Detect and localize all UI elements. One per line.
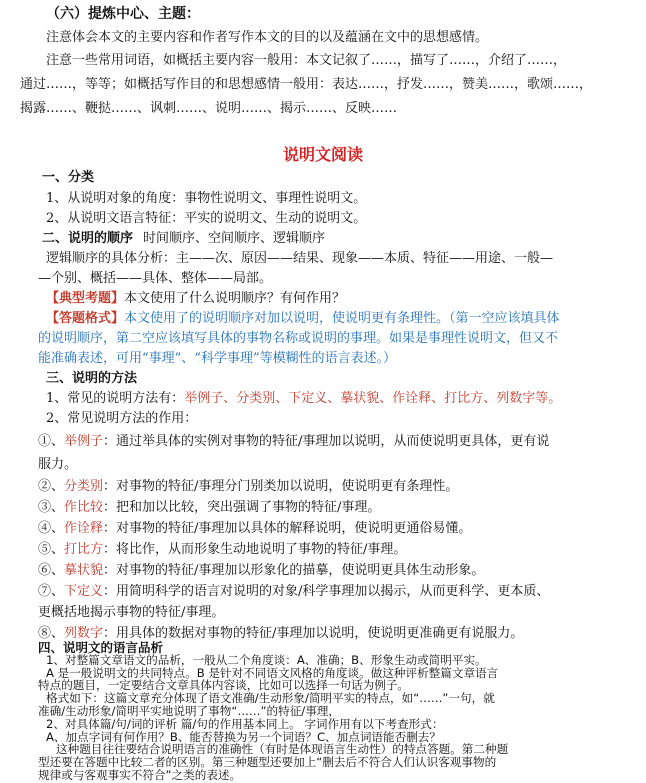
method-item-cont: 更概括地揭示事物的特征/事理。 (38, 605, 225, 620)
typical-question-label: 【典型考题】 (46, 291, 125, 306)
method-number: ⑧、 (38, 626, 65, 641)
method-name: 摹状貌 (64, 563, 104, 578)
answer-format-label: 【答题格式】 (46, 311, 125, 326)
method-name: 作诠释 (64, 521, 104, 536)
list-item: 2、常见说明方法的作用： (46, 411, 198, 426)
method-number: ③、 (38, 500, 65, 515)
paragraph-line: 揭露……、鞭挞……、讽刺……、说明……、揭示……、反映…… (20, 101, 398, 116)
method-name: 打比方 (64, 542, 104, 557)
section-heading-order (42, 229, 325, 249)
paragraph-line: 注意体会本文的主要内容和作者写作本文的目的以及蕴涵在文中的思想感情。 (46, 30, 489, 45)
method-number: ⑥、 (38, 563, 65, 578)
list-item (46, 389, 561, 409)
paragraph-line: 2、对具体篇/句/词的评析 篇/句的作用基本同上。 字词作用有以下考查形式： (46, 716, 444, 731)
method-text: ：对事物的特征/事理加以形象化的描摹，使说明更具体生动形象。 (103, 563, 485, 578)
method-item-cont: 服力。 (38, 457, 78, 472)
method-number: ⑤、 (38, 542, 65, 557)
method-item (38, 477, 458, 497)
method-name: 列数字 (64, 626, 104, 641)
section-heading-language: 四、说明文的语言品析 (38, 640, 164, 655)
paragraph-line: A、加点字词有何作用？B、能否替换为另一个词语？C、加点词语能否删去？ (46, 729, 441, 744)
method-text: ：对事物的特征/事理加以具体的解释说明，使说明更通俗易懂。 (103, 521, 472, 536)
section-heading-methods: 三、说明的方法 (46, 371, 138, 386)
method-item (38, 582, 549, 602)
method-name: 作比较 (64, 500, 104, 515)
method-item (38, 498, 380, 518)
method-text: ：用简明科学的语言对说明的对象/科学事理加以揭示，从而更科学、更本质、 (103, 584, 550, 599)
method-text: ：把和加以比较，突出强调了事物的特征/事理。 (103, 500, 381, 515)
methods-list: 举例子、分类别、下定义、摹状貌、作诠释、打比方、列数字等。 (184, 391, 562, 406)
paragraph-line: 1、对整篇文章语文的品析，一般从二个角度谈：A、准确；B、形象生动或简明平实。 (46, 652, 487, 667)
section-heading-detail: 时间顺序、空间顺序、逻辑顺序 (143, 231, 326, 246)
method-item (38, 540, 406, 560)
method-name: 分类别 (64, 479, 104, 494)
answer-format-text: 本文使用了的说明顺序对加以说明，使说明更有条理性。（第一空应该填具体 (124, 311, 560, 326)
method-text: ：对事物的特征/事理分门别类加以说明，使说明更有条理性。 (103, 479, 459, 494)
method-number: ①、 (38, 434, 65, 449)
method-item (38, 561, 484, 581)
paragraph-line: 型还要在答题中比较二者的区别。第三种题型还要加上“删去后不符合人们认识客观事物的 (38, 755, 497, 770)
method-number: ④、 (38, 521, 65, 536)
page-title: 说明文阅读 (282, 145, 363, 164)
method-text: ：用具体的数据对事物的特征/事理加以说明，使说明更准确更有说服力。 (103, 626, 524, 641)
answer-format (46, 309, 560, 329)
typical-question-text: 本文使用了什么说明顺序？有何作用？ (124, 291, 346, 306)
section-heading-text: 二、说明的顺序 (42, 231, 134, 246)
paragraph-line: 这种题目往往要结合说明语言的准确性（有时是体现语言生动性）的特点答题。第二种题 (56, 742, 509, 757)
paragraph-line: 准确/生动形象/简明平实地说明了事物“……”的特征/事理， (38, 704, 340, 718)
paragraph-line: —个别、概括——具体、整体——局部。 (38, 271, 273, 286)
method-number: ②、 (38, 479, 65, 494)
method-item (38, 432, 549, 452)
answer-format-line: 能准确表述，可用“事理”、“科学事理”等模糊性的语言表述。） (38, 351, 397, 366)
method-name: 举例子 (64, 434, 104, 449)
section-six-heading: （六）提炼中心、主题： (46, 6, 200, 22)
answer-format-line: 的说明顺序，第二空应该填写具体的事物名称或说明的事理。如果是事理性说明文，但又不 (38, 331, 559, 346)
method-text: ：将比作，从而形象生动地说明了事物的特征/事理。 (103, 542, 407, 557)
list-item-label: 1、常见的说明方法有： (46, 391, 185, 406)
paragraph-line: 规律或与客观事实不符合”之类的表述。 (38, 768, 242, 782)
method-text: ：通过举具体的实例对事物的特征/事理加以说明，从而使说明更具体，更有说 (103, 434, 550, 449)
paragraph-line: 特点的题目，一定要结合文章具体内容谈，比如可以选择一句话为例子。 (38, 678, 410, 693)
list-item: 2、从说明文语言特征：平实的说明文、生动的说明文。 (46, 211, 367, 226)
list-item: 1、从说明对象的角度：事物性说明文、事理性说明文。 (46, 191, 367, 206)
paragraph-line: 格式如下：这篇文章充分体现了语文准确/生动形象/简明平实的特点，如“……”一句，就 (46, 691, 495, 706)
method-item (38, 519, 471, 539)
section-heading-classification: 一、分类 (42, 170, 95, 185)
method-name: 下定义 (64, 584, 104, 599)
typical-question (46, 289, 345, 309)
paragraph-line: 通过……，等等；如概括写作目的和思想感情一般用：表达……，抒发……，赞美……，歌颂……， (20, 77, 593, 92)
paragraph-line: A 是一般说明文的共同特点。B 是针对不同语文风格的角度谈。做这种评析整篇文章语言 (46, 665, 499, 680)
paragraph-line: 注意一些常用词语，如概括主要内容一般用：本文记叙了……，描写了……，介绍了……， (46, 53, 567, 68)
method-number: ⑦、 (38, 584, 65, 599)
paragraph-line: 逻辑顺序的具体分析：主——次、原因——结果、现象——本质、特征——用途、一般— (46, 251, 554, 266)
